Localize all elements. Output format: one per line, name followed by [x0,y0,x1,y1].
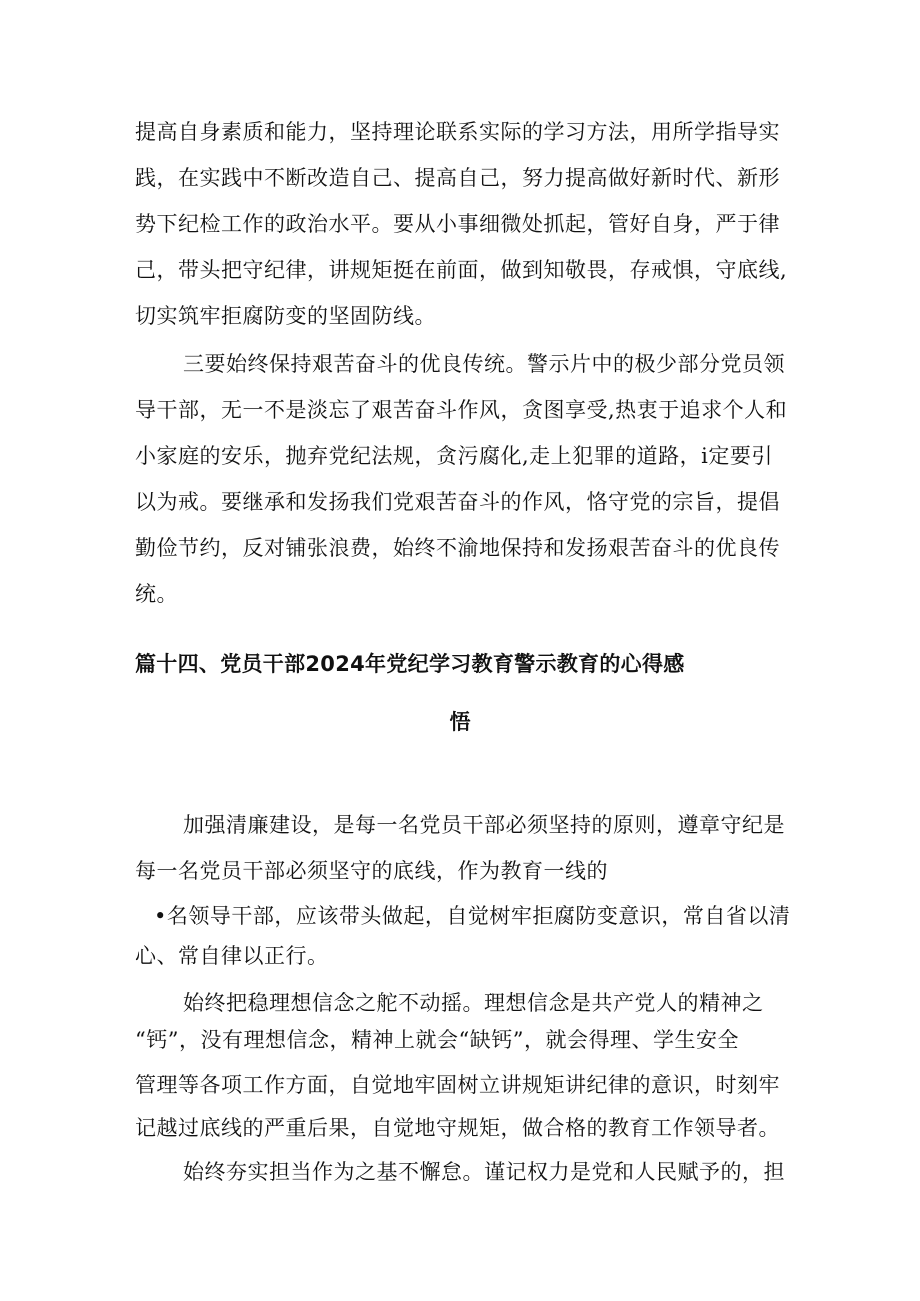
text-line: 己，带头把守纪律，讲规矩挺在前面，做到知敬畏，存戒惧，守底线, [135,258,788,282]
text-line: 提高自身素质和能力，坚持理论联系实际的学习方法，用所学指导实 [135,120,780,144]
text-line: 记越过底线的严重后果，自觉地守规矩，做合格的教育工作领导者。 [135,1116,780,1140]
text-line: 势下纪检工作的政治水平。要从小事细微处抓起，管好自身，严于律 [135,212,780,236]
text-line: 管理等各项工作方面，自觉地牢固树立讲规矩讲纪律的意识，时刻牢 [135,1073,780,1097]
text-line: 始终把稳理想信念之舵不动摇。理想信念是共产党人的精神之 [183,991,764,1015]
text-line: 每一名党员干部必须坚守的底线，作为教育一线的 [135,859,608,883]
text-line: •名领导干部，应该带头做起，自觉树牢拒腐防变意识，常自省以清 [154,904,791,928]
text-line: 三要始终保持艰苦奋斗的优良传统。警示片中的极少部分党员领 [183,352,785,376]
section-heading-continued: 悟 [449,710,471,734]
text-line: 加强清廉建设，是每一名党员干部必须坚持的原则，遵章守纪是 [183,813,785,837]
text-line: 统。 [135,582,178,606]
text-line: 以为戒。要继承和发扬我们党艰苦奋斗的作风，恪守党的宗旨，提倡 [135,490,780,514]
text-line: “钙”，没有理想信念，精神上就会“缺钙”，就会得理、学生安全 [135,1028,739,1052]
text-line: 切实筑牢拒腐防变的坚固防线。 [135,304,436,328]
text-line: 小家庭的安乐，抛弃党纪法规，贪污腐化,走上犯罪的道路，i定要引 [135,444,773,468]
text-line: 始终夯实担当作为之基不懈怠。谨记权力是党和人民赋予的，担 [183,1160,785,1184]
text-line: 勤俭节约，反对铺张浪费，始终不渝地保持和发扬艰苦奋斗的优良传 [135,536,780,560]
text-line: 践，在实践中不断改造自己、提高自己，努力提高做好新时代、新形 [135,166,780,190]
text-line: 心、常自律以正行。 [135,944,329,968]
section-heading: 篇十四、党员干部2024年党纪学习教育警示教育的心得感 [135,652,685,676]
text-line: 导干部，无一不是淡忘了艰苦奋斗作风，贪图享受,热衷于追求个人和 [135,398,788,422]
